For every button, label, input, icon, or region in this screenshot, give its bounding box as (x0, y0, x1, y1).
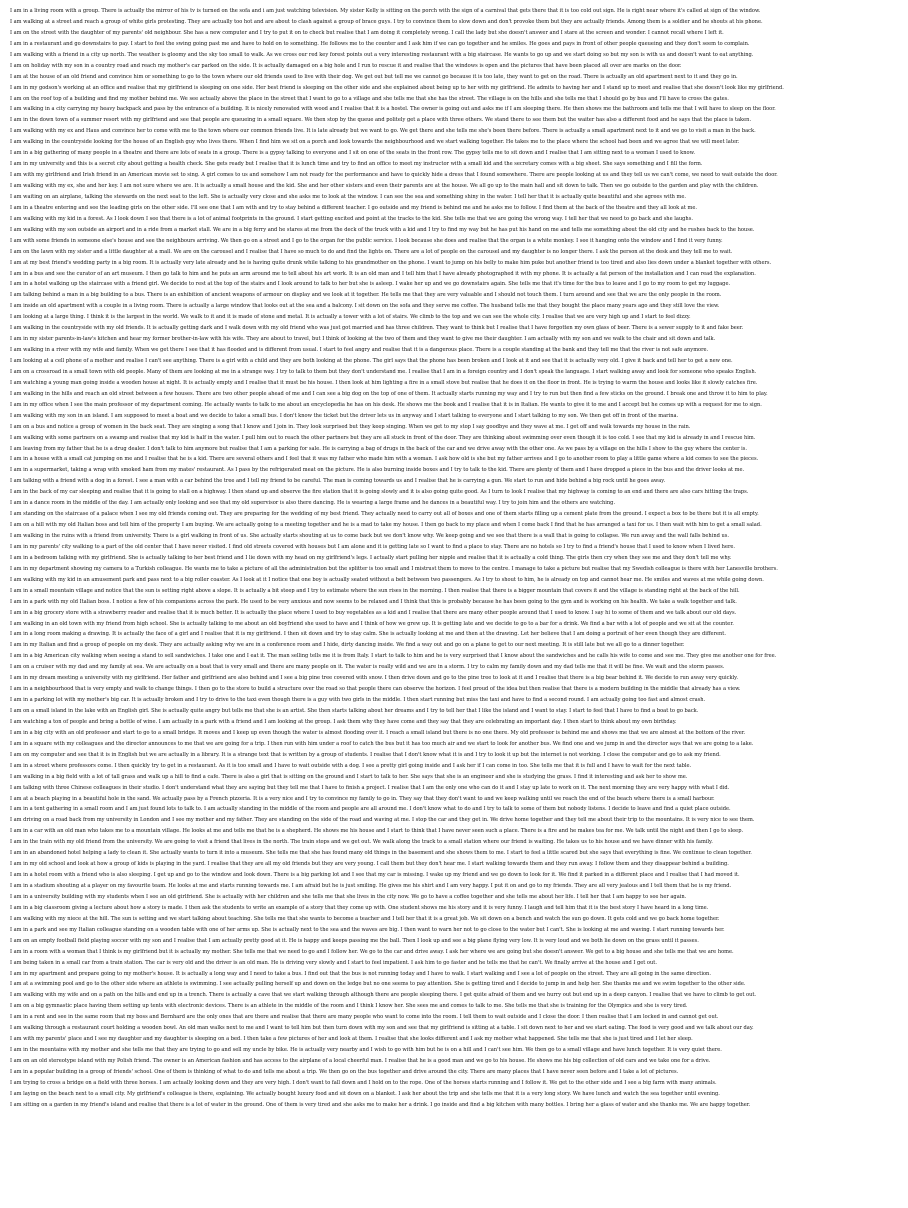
text-line: I am walking in a city carrying my heavy backpack and pass by the entrance of a building. It is nicely renovated with wood and I realise that it is a hostel. The owner is going out and asks me if I am sleeping there. He then shows me the bathroom and tells me that I will have to sleep on the floor. (10, 106, 776, 113)
text-line: I am driving on a road back from my university in London and I see my mother and my father. They are standing on the side of the road and waving at me. I stop the car and they get in. We drive home together and they tell me about their trip to the mountains. It is very nice to see them. (10, 817, 755, 824)
text-line: I am in a bedroom talking with my girlfriend. She is actually talking to her best friend and I lie down with my head on my girlfriend's legs. I actually start pulling her nipple and realise that it is actually a cold thing. The girls then cry when they see me and they don't tell me why. (10, 554, 732, 561)
text-line: I am in a small mountain village and notice that the sun is setting right above a slope. It is actually a bit steep and I try to estimate where the sun rises in the morning. I then realise that there is a bigger mountain that covers it and the village is standing right at the back of the hill. (10, 587, 740, 594)
text-line: I am walking through a restaurant court holding a wooden bowl. An old man walks next to me and I want to tell him but then turn down with my son and see that my girlfriend is sitting at a table. I sit down next to her and we start eating. The food is very good and we talk about our day. (10, 1025, 754, 1032)
text-line: I am in my office when I see the main professor of my department coming. He actually wants to talk to me about an encyclopedia he has on his desk. He shows me the book and I realise that it is in Italian. He wants to give it to me and I accept but he comes up with a request for me to sign. (10, 401, 762, 408)
text-line: I am in an abandoned hotel helping a lady to clean it. She actually wants to turn it into a museum. She tells me that she has found many old things in the basement and she shows them to me. I start to feel a little scared but she says that everything is fine. We continue to clean together. (10, 850, 752, 857)
text-line: I am in the mountains with my mother and she tells me that they are trying to go and sell my uncle by bike. He is actually very nearby and I wish to go with him but he is on a hill and I can't see him. We then go to a small village and have lunch together. It is very quiet there. (10, 1047, 722, 1054)
text-line: I am in a supermarket, taking a wrap with smoked ham from my mates' restaurant. As I pass by the refrigerated meat on the picture. He is also burning inside boxes and I try to talk to the kid. There are plenty of them and I have dropped a piece in the bus and the driver looks at me. (10, 467, 745, 474)
text-line: I am in my godson's working at an office and realise that my girlfriend is sleeping on one side. Her best friend is sleeping on the other side and she explained about being up to her with my girlfriend. He admits to having her and I stand up to meet and realise that she doesn't look like my girlfriend. (10, 84, 784, 91)
text-line: I am in a square with my colleagues and the director announces to me that we are going for a trip. I then run with him under a roof to catch the bus but it has too much air and we start to look for another bus. We find one and we jump in and the director says that we are going to a lake. (10, 740, 754, 747)
text-line: I am on the street with the daughter of my parents' old neighbour. She has a new computer and I try to put it on to check but realise that I am doing it completely wrong. I call the lady but she doesn't answer and I stare at the screen and wonder. I cannot recall where I left it. (10, 29, 724, 36)
text-line: I am in a park with my old Italian boss. I notice a few of his companions across the park. He used to be very anxious and now seems to be relaxed and I think that this is probably because he has been going to the gym and is working on his health. We take a walk together and talk. (10, 598, 737, 605)
text-line: I am walking with my son outside an airport and in a ride from a market stall. We are in a big ferry and he stares at me from the deck of the truck with a kid and I try to find my way but he has put his hand on me and tells me something about the old city and he rushes back to the house. (10, 226, 755, 233)
text-line: I am walking at a street and reach a group of white girls protesting. They are actually too hot and are about to clash against a group of brace guys. I try to convince them to slow down and don't provoke them but they are actually friends. Among them is a soldier and he shouts at his phone. (10, 18, 763, 25)
text-line: I am walking with my kid in a forest. As I look down I see that there is a lot of animal footprints in the ground. I start getting excited and point at the tracks to the kid. She tells me that we are going the wrong way. I tell her that we need to go back and she laughs. (10, 215, 693, 222)
document-page (10, 6, 898, 1202)
text-line: I am in a house with a small cat jumping on me and I realise that he is a kid. There are several others and I feel that it was my father who made him with a woman. I ask how old is she but my father arrives and I go to another room to play a little game where a kid comes to see the pieces. (10, 456, 759, 463)
text-line: I am in my department showing my camera to a Turkish colleague. He wants me to take a picture of all the administration but the splitter is too small and I mistrust them to move to the centre. I manage to take a picture but realise that my Swedish colleague is there with her Lanesville brothers. (10, 565, 778, 572)
text-line: I am in a street where professors come. I then quickly try to get in a restaurant. As it is too small and I have to wait outside with a dog. I see a pretty girl going inside and I ask her if I can come in too. She tells me that it is full and I have to wait for the next table. (10, 762, 692, 769)
text-line: I am in a big grocery store with a strawberry reader and realise that it is much better. It is actually the place where I used to buy vegetables as a kid and I realise that there are many other people around that I used to know. I say hi to some of them and we talk about our old days. (10, 609, 737, 616)
text-line: I am walking in the ruins with a friend from university. There is a girl walking in front of us. She actually starts shouting at us to come back but we don't know why. We keep going and we see that there is a wall that is going to collapse. We run away and the wall falls behind us. (10, 533, 729, 539)
text-line: I am on a crossroad in a small town with old people. Many of them are looking at me in a strange way. I try to talk to them but they don't understand me. I realise that I am in a foreign country and I don't speak the language. I start walking away and look for someone who speaks English. (10, 368, 757, 375)
text-line: I am on a big gymnastic place having them setting up tents with electronic devices. There is an athlete in the middle of the room and I think I know her. She sees me and comes to talk to me. She tells me that she is training for the Olympics and she is very tired. (10, 1003, 688, 1010)
text-line: I am in a big city with an old professor and start to go to a small bridge. It moves and I keep up even though the water is almost flooding over it. I reach a small island but there is no one there. My old professor is behind me and shows me that we are almost at the bottom of the river. (10, 729, 746, 736)
text-line: I am waiting on an airplane, talking the stewards on the next seat to the left. She is actually very close and she asks me to look at the window. I can see the sea and something shiny in the water. I tell her that it is actually quite beautiful and she agrees with me. (10, 193, 687, 200)
text-line: I am in a restaurant and go downstairs to pay. I start to feel the swing going past me and have to hold on to something. He follows me to the counter and I ask him if we can go together and he smiles. He goes and pays in front of other people queueing and they don't seem to complain. (10, 40, 750, 47)
text-line: I am walking in a big field with a lot of tall grass and walk up a hill to find a cafe. There is also a girl that is sitting on the ground and I start to talk to her. She says that she is an engineer and she is studying the grass. I find it interesting and ask her to show me. (10, 773, 688, 780)
text-line: I am in my university and this is a secret city about getting a health check. She gets ready but I realise that it is lunch time and try to find an office to meet my instructor with a small kid and the secretary comes with a big sheet. She says something and I fill the form. (10, 161, 703, 168)
text-line: I am walking in the countryside looking for the house of an English guy who lives there. When I find him we sit on a porch and look towards the neighbourhood and we start walking together. He takes me to the place where the school had been and we agree that we will meet later. (10, 139, 740, 146)
text-line: I am in a park and see my Italian colleague standing on a wooden table with one of her arms up. She is actually next to the sea and the waves are big. I then want to warn her not to go close to the water but I can't. She is looking at me and waving. I start running towards her. (10, 926, 725, 933)
text-line: I am on an empty football field playing soccer with my son and I realise that I am actually pretty good at it. He is happy and keeps passing me the ball. Then I look up and see a big plane flying very low. It is very loud and we both lie down on the grass until it passes. (10, 937, 699, 944)
text-line: I am in a long room making a drawing. It is actually the face of a girl and I realise that it is my girlfriend. I then sit down and try to stay calm. She is actually looking at me and then at the drawing. Let her believe that I am doing a portrait of her even though they are different. (10, 631, 726, 638)
text-line: I am at a swimming pool and go to the other side where an athlete is swimming. I see actually pulling herself up and down on the ledge but no one seems to pay attention. She is getting tired and I decide to jump in and help her. She thanks me and we swim together to the other side. (10, 981, 746, 988)
text-line: I am trying to cross a bridge on a field with three horses. I am actually looking down and they are very high. I don't want to fall down and I hold on to the rope. One of the horses starts running and I follow it. We get to the other side and I see a big farm with many animals. (10, 1079, 717, 1086)
text-line: I am walking with my niece at the hill. The sun is setting and we start talking about teaching. She tells me that she wants to become a teacher and I tell her that it is a great job. We sit down on a bench and watch the sun go down. It gets cold and we go back home together. (10, 915, 720, 922)
text-line: I am in a bus and see the curator of an art museum. I then go talk to him and he puts an arm around me to tell about his art work. It is an old man and I tell him that I have already photographed it with my phone. It is actually a fat person of the installation and I can read the explanation. (10, 270, 756, 277)
text-line: I am in a hotel walking up the staircase with a friend girl. We decide to rest at the top of the stairs and I look around to talk to her but she is asleep. I wake her up and we go downstairs again. She tells me that it's time for the bus to leave and I go to my room to get my luggage. (10, 281, 731, 288)
text-line: I am being taken in a small car from a train station. The car is very old and the driver is an old man. He is driving very slowly and I start to feel impatient. I ask him to go faster and he tells me that he can't. We finally arrive at the house and I get out. (10, 959, 657, 966)
text-line: I am walking with my kid in an amusement park and pass next to a big roller coaster. As I look at it I notice that one boy is actually seated without a belt between two passengers. As I try to shout to him, he is already on top and cannot hear me. He smiles and waves at me while going down. (10, 576, 764, 583)
text-line: I am on an old stereotype island with my Polish friend. The owner is an American fashion and has access to the airplane of a local cheerful man. I realise that he is a good man and we go to his house. He shows me his big collection of old cars and we take one for a drive. (10, 1058, 711, 1064)
text-line: I am with my girlfriend and Irish friend in an American movie set to sing. A girl comes to us and somehow I am not ready for the performance and have to quickly hide a dress that I found somewhere. There are people looking at us and they tell us we can't come, we need to wait outside the door. (10, 172, 778, 179)
text-line: I am on a small island in the lake with an English girl. She is actually quite angry but tells me that she is an artist. She then starts talking about her dreams and I try to tell her that I like the island and I want to stay. I start to feel that I have to find a boat to go back. (10, 708, 699, 714)
text-line: I am on my computer and see that it is in English but we are actually in a library. It is a strange text that is written by a group of students. I realise that I don't know what it is and I try to look it up but the internet is not working. I close the computer and go to ask my friend. (10, 751, 721, 758)
text-line: I am talking with three Chinese colleagues in their studio. I don't understand what they are saying but they tell me that I have to finish a project. I realise that I am the only one who can do it and I stay up late to work on it. The next morning they are very happy with what I did. (10, 784, 730, 791)
text-line: I am on a hill with my old Italian boss and tell him of the property I am buying. We are actually going to a meeting together and he is a mad to take my house. I then go back to my place and when I come back I find that he has arranged a taxi for us. I then wait with him to get a small salad. (10, 522, 762, 529)
text-line: I am at my best friend's wedding party in a big room. It is actually very late already and he is having quite drunk while talking to his grandmother on the phone. I want to jump on his belly to make him puke but another friend is too tired and also lies down under a blanket together with others. (10, 259, 772, 266)
text-line: I am in my apartment and prepare going to my mother's house. It is actually a long way and I need to take a bus. I find out that the bus is not running today and I have to walk. I start walking and I see a lot of people on the street. They are all going in the same direction. (10, 970, 711, 977)
text-line: I am with my parents' place and I see my daughter and my daughter is sleeping on a bed. I then take a few pictures of her and look at them. I realise that she looks different and I ask my mother what happened. She tells me that she is just tired and I let her sleep. (10, 1036, 693, 1043)
text-line: I am at the house of an old friend and convince him or something to go to the town where our old friends used to live with their dog. We get out but tell me we cannot go because it is too late, they want to get on the road. There is actually an old apartment next to it and they go in. (10, 73, 738, 80)
text-line: I am walking in an old town with my friend from high school. She is actually talking to me about an old boyfriend she used to have and I think of how we grew up. It is getting late and we decide to go to a bar for a drink. We find a bar with a lot of people and we sit at the counter. (10, 620, 734, 627)
text-line: I am walking in the countryside with my old friends. It is actually getting dark and I walk down with my old friend who was just got married and has three children. They want to think but I realise that I have forgotten my own glass of beer. There is a sewer supply to it and fake beer. (10, 325, 744, 332)
text-line: I am in my parents' city walking to a part of the old center that I have never visited. I find old streets covered with houses but I am alone and it is getting late so I want to find a place to stay. There are no hotels so I try to find a friend's house that I used to know when I lived here. (10, 543, 736, 550)
text-line: I am in the back of my car sleeping and realise that it is going to stall on a highway. I then stand up and observe the fire station that it is going slowly and it is also going quite good. As I turn to look I realise that my highway is coming to an end and there are also cars hitting the traps. (10, 489, 749, 496)
text-line: I am inside an old apartment with a couple in a living room. There is actually a large window that looks out at the sea and a balcony. I sit down on the sofa and they serve me coffee. The husband tells me that they bought the place many years ago and they still love the view. (10, 303, 720, 310)
text-line: I am walking with my son in an island. I am supposed to meet a boat and we decide to take a small bus. I don't know the ticket but the driver lets us in anyway and I start talking to everyone and I start talking to my son. We then get off in front of the marina. (10, 412, 679, 419)
text-line: I am in a stadium shouting at a player on my favourite team. He looks at me and starts running towards me. I am afraid but he is just smiling. He gives me his shirt and I am very happy. I put it on and go to my friends. They are all very jealous and I tell them that he is my friend. (10, 883, 732, 889)
text-line: I am in my old school and look at how a group of kids is playing in the yard. I realise that they are all my old friends but they are very young. I call them but they don't hear me. I start walking towards them and they run away. I follow them and they disappear behind a building. (10, 861, 729, 868)
text-line: I am in the down town of a summer resort with my girlfriend and see that people are queueing in a small square. We then stop by the queue and politely get a place with three others. We stand there to see them but the waiter has also a different food and he says that the place is taken. (10, 117, 752, 124)
text-line: I am looking at a large thing. I think it is the largest in the world. We walk to it and it is made of stone and metal. It is actually a tower with a lot of stairs. We climb to the top and we can see the whole city. I realise that we are very high up and I start to feel dizzy. (10, 314, 691, 321)
text-line: I am in the train with my old friend from the university. We are going to visit a friend that lives in the north. The train stops and we get out. We walk along the track to a small station where our friend is waiting. He takes us to his house and we have dinner with his family. (10, 839, 713, 846)
text-line: I am with some friends in someone else's house and see the neighbours arriving. We then go on a street and I go to the organ for the public service. I look because she does and realise that the organ is a white monkey. I see it hanging onto the window and I find it very funny. (10, 237, 723, 244)
text-line: I am in a tent gathering in a small room and I am just found lots to talk to. I am actually standing in the middle of the room and people are all around me. I don't know what to do and I try to talk to some of them but nobody listens. I decide to leave and find a quiet place outside. (10, 806, 731, 813)
text-line: I am in a big gathering of many people in a theatre and there are lots of seats in a group. There is a gypsy talking to everyone and I sit on one of the seats in the front row. The gypsy tells me to sit down and I realise that I am sitting next to a woman I used to know. (10, 150, 695, 157)
text-line: I am walking with my wife and on a path on the hills and end up in a trench. There is actually a cave that we start walking through although there are people sleeping there. I get quite afraid of them and we hurry out but end up in a deep canyon. I realise that we have to climb to get out. (10, 992, 757, 999)
text-line: I am walking with my ex and Haus and convince her to come with me to the town where our common friends live. It is late already but we want to go. We get there and she tells me she's been there before. There is actually a small apartment next to it and we go to visit a man in the back. (10, 128, 756, 135)
text-line: I am in a popular building in a group of friends' school. One of them is thinking of what to do and tells me about a trip. We then go on the bus together and drive around the city. There are many places that I have never seen before and I take a lot of pictures. (10, 1068, 679, 1075)
text-line: I am in a dance room in the middle of the day. I am actually only looking and see that my old supervisor is also there dancing. He is wearing a large frame and he dances in a beautiful way. I try to join him and the others are watching. (10, 500, 616, 507)
text-line: I am in a car with an old man who takes me to a mountain village. He looks at me and tells me that he is a shepherd. He shows me his house and I start to think that I have never seen such a place. There is a fire and he makes tea for me. We talk until the night and then I go to sleep. (10, 828, 744, 835)
text-line: I am on the lawn with my sister and a little daughter at a mall. We are on the carousel and I realise that I have so much to do and find the lights on. There are a lot of people on the carousel and my daughter is no longer there. I ask the person at the desk and they tell me to wait. (10, 248, 733, 255)
text-line: I am on the roof top of a building and find my mother behind me. We see actually above the place in the street that I want to go to a village and she tells me that she has the street. The village is on the hills and she tells me that I should go by bus and I'll have to cross the gates. (10, 95, 729, 102)
text-line: I am in my sister parents-in-law's kitchen and hear my former brother-in-law with his wife. They are about to travel, but I think of looking at the two of them and they want to give me their daughter. I am actually with my son and we walk to the chair and sit down and talk. (10, 336, 716, 343)
text-line: I am in a parking lot with my mother's big car. It is actually broken and I try to drive to the taxi even though there is a guy with two girls in the middle. I then start running but miss the taxi and have to find a second round. I am actually going too fast and almost crash. (10, 697, 706, 704)
text-line: I am watching a ton of people and bring a bottle of wine. I am actually in a park with a friend and I am looking at the group. I ask them why they have come and they say that they are celebrating an important day. I then start to think about my own birthday. (10, 718, 677, 725)
text-line: I am looking at a cell phone of a mother and realise I can't see anything. There is a girl with a child and they are both looking at the phone. The girl says that the phone has been broken and I look at it and see that it is actually very old. I give it back and tell her to get a new one. (10, 358, 733, 364)
text-line: I am in my Italian and find a group of people on my desk. They are actually asking why we are in a conference room and I hide, dirty dancing inside. We find a way out and go on a plane to get to our next meeting. It is still late but we all go to a dinner together. (10, 642, 685, 649)
text-line: I am sitting on a garden in my friend's island and realise that there is a lot of water in the ground. One of them is very tired and she asks me to make her a drink. I go inside and find a big kitchen with many bottles. I bring her a glass of water and she thanks me. We are happy together. (10, 1101, 751, 1108)
text-line: I am standing on the staircase of a palace when I see my old friends coming out. They are preparing for the wedding of my best friend. They actually need to carry out all of boxes and one of them starts filling up a cement plate from the ground. I expect a box to be there but it is all empty. (10, 511, 759, 518)
text-line: I am in a living room with a group. There is actually the mirror of his tv is turned on the sofa and i am just watching television. My sister Kelly is sitting on the porch with the sign of a carnival that gets there that it is too cold out sign. He is right near where it's called at sign of the window. (10, 8, 761, 14)
text-line: I am walking in a river with my wife and family. When we get there I see that it has flooded and is different from usual. I start to feel angry and realise that it is a dangerous place. There is a couple standing at the bank and they tell me that the river is not safe anymore. (10, 347, 709, 354)
text-line: I am on a cruiser with my dad and my family at sea. We are actually on a boat that is very small and there are many people on it. The water is really wild and we are in a storm. I try to calm my family down and my dad tells me that it will be fine. We wait and the storm passes. (10, 664, 725, 671)
text-line: I am walking with a friend in a city up north. The weather is gloomy and the sky too small to walk. As we cross our red key forest points out a very interesting restaurant with a big staircase. He wants to go up and we start doing so but my son is with us and doesn't want to eat anything. (10, 51, 754, 58)
text-line: I am in a theatre entering and see the leading girls on the other side. I'll see one that I am with and try to stay behind a different teacher. I go outside and my friend is behind me and he asks me to follow. I find them at the back of the theatre and they all look at me. (10, 204, 697, 211)
text-line: I am walking with my ex, she and her key. I am not sure where we are. It is actually a small house and the kid. She and her other sisters and even their parents are at the house. We all go up to the main hall and sit down to talk. Then we go outside to the garden and play with the children. (10, 183, 759, 189)
text-line: I am in a rent and see in the same room that my boss and Bernhard are the only ones that are there and realise that there are many people who want to come into the room. I tell them to wait outside and I close the door. I then realise that I am locked in and cannot get out. (10, 1014, 719, 1021)
text-line: I am walking with some partners on a swamp and realise that my kid is half in the water. I pull him out to reach the other partners but they are all stuck in front of the door. They are thinking about swimming over even though it is too cold. I see that my kid is already in and I rescue him. (10, 434, 756, 441)
text-line: I am on holiday with my son in a country road and reach my mother's car parked on the side. It is actually damaged on a big hole and I run to rescue it and realise that the windows is open and the pictures that have been placed all over are marks on the door. (10, 62, 682, 69)
text-line: I am in a hotel room with a friend who is also sleeping. I get up and go to the window and look down. There is a big parking lot and I see that my car is missing. I wake up my friend and we go down to look for it. We find it parked in a different place and I realise that I had moved it. (10, 872, 740, 879)
text-line: I am in a neighbourhood that is very empty and walk to change things. I then go to the store to build a structure over the road so that people there can observe the horizon. I feel proud of the idea but then realise that there is a modern building in the middle that already has a view. (10, 686, 741, 693)
text-line: I am leaving from my father that he is a drug dealer. I don't talk to him anymore but realise that I am a parking for sale. He is carrying a bag of drugs in the back of the car and we drive away with the other one. As we pass by a village on the hills I show to the guy where the center is. (10, 445, 748, 452)
text-line: I am talking behind a man in a big building to a bus. There is an exhibition of ancient weapons of armour on display and we look at it together. He tells me that they are very valuable and I should not touch them. I turn around and see that we are the only people in the room. (10, 292, 722, 299)
text-line: I am in a big classroom giving a lecture about how a story is made. I then ask the students to write an example of a story that they come up with. One student shows me his story and it is very funny. I laugh and tell him that it is the best story I have heard in a long time. (10, 904, 709, 911)
text-line: I am laying on the beach next to a small city. My girlfriend's colleague is there, explaining. We actually bought luxury food and sit down on a blanket. I ask her about the trip and she tells me that it is a very long story. We have lunch and watch the sea together until evening. (10, 1090, 720, 1097)
text-line: I am in my dream meeting a university with my girlfriend. Her father and girlfriend are also behind and I see a big pine tree covered with snow. I then drive down and go to the pine tree to look at it and I realise that there is a big bear behind it. We decide to run away very quickly. (10, 675, 738, 682)
text-line: I am in a room with a woman that I think is my girlfriend but it is actually my mother. She tells me that we need to go and I follow her. We go to the car and drive away. I ask her where we are going but she doesn't answer. We get to a big house and she tells me that we are home. (10, 948, 734, 955)
text-line: I am watching a young man going inside a wooden house at night. It is actually empty and I realise that it must be his house. I then look at him lighting a fire in a small stove but realise that he does it on the floor in front. He is trying to warm the house and looks like it slowly catches fire. (10, 379, 758, 386)
text-line: I am on a bus and notice a group of women in the back seat. They are singing a song that I know and I join in. They look surprised but they keep singing. When we get to my stop I say goodbye and they wave at me. I get off and walk towards my house in the rain. (10, 423, 691, 430)
text-line: I am walking in the hills and reach an old street between a few houses. There are two other people ahead of me and I can see a big dog on the top of one of them. It actually starts running my way and I try to run but then find a few sticks on the ground. I break one and throw it to him to play. (10, 390, 768, 397)
text-line: I am in a big American city walking when seeing a stand to sell sandwiches. I take one and I eat it. The man selling tells me it is from Italy. I start to talk to him and he is very surprised that I know about the sandwiches and he calls his wife to come and see me. They give me another one for free. (10, 653, 777, 660)
text-line: I am in a university building with my students when I see an old girlfriend. She is actually with her children and she tells me that she lives in the city now. We go to have a coffee together and she tells me about her life. I tell her that I am happy to see her again. (10, 893, 687, 900)
text-line: I am at a beach playing in a beautiful hole in the sand. We actually pass by a French pizzeria. It is a very nice and I try to convince my family to go in. They say that they don't want to and we keep walking until we reach the end of the beach where there is a small harbour. (10, 795, 715, 802)
text-line: I am talking with a friend with a dog in a forest. I see a man with a car behind the tree and I tell my friend to be careful. The man is coming towards us and I realise that he is carrying a gun. We start to run and hide behind a big rock until he goes away. (10, 478, 666, 485)
